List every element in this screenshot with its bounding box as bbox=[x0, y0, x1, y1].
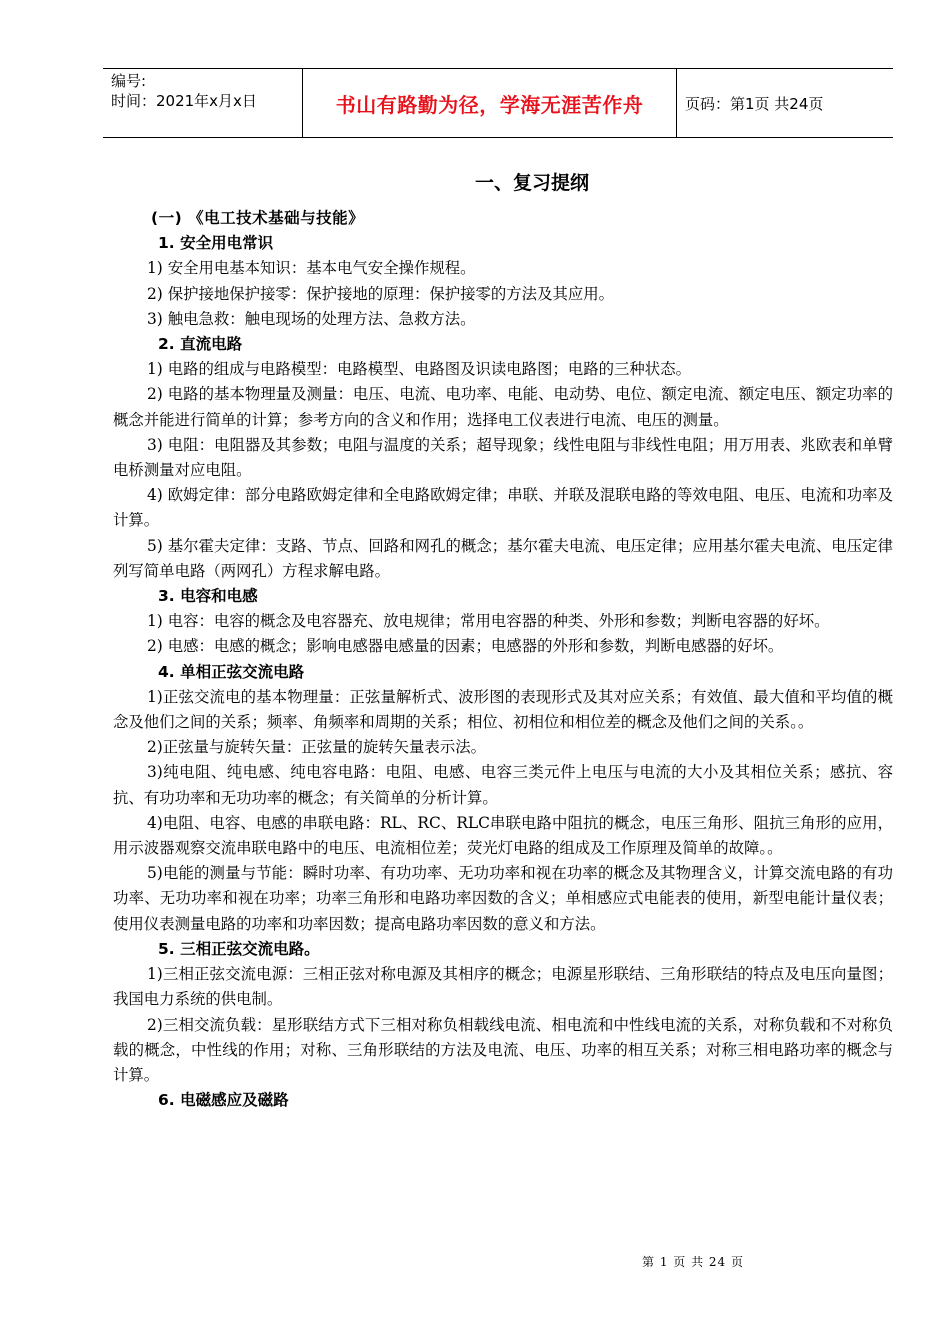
paragraph: 1) 安全用电基本知识：基本电气安全操作规程。 bbox=[147, 259, 476, 278]
paragraph: 2) 电路的基本物理量及测量：电压、电流、电功率、电能、电动势、电位、额定电流、额定电压、额定功率的概念并能进行简单的计算；参考方向的含义和作用；选择电工仪表进行电流、电压的测量。 bbox=[113, 385, 893, 429]
subsection-heading: 4. 单相正弦交流电路 bbox=[158, 662, 305, 681]
subsection-heading: 2. 直流电路 bbox=[158, 335, 243, 354]
page-footer: 第 1 页 共 24 页 bbox=[642, 1255, 744, 1269]
subsection-heading: 6. 电磁感应及磁路 bbox=[158, 1091, 289, 1110]
header-page-info: 页码：第1页 共24页 bbox=[685, 94, 824, 113]
paragraph: 3)纯电阻、纯电感、纯电容电路：电阻、电感、电容三类元件上电压与电流的大小及其相位关系；感抗、容抗、有功功率和无功功率的概念；有关简单的分析计算。 bbox=[113, 763, 893, 807]
number-label: 编号: bbox=[111, 72, 147, 90]
paragraph: 3) 电阻：电阻器及其参数；电阻与温度的关系；超导现象；线性电阻与非线性电阻；用万用表、兆欧表和单臂电桥测量对应电阻。 bbox=[113, 435, 893, 480]
paragraph: 2) 电感：电感的概念；影响电感器电感量的因素；电感器的外形和参数，判断电感器的好坏。 bbox=[147, 637, 784, 656]
paragraph: 1) 电容：电容的概念及电容器充、放电规律；常用电容器的种类、外形和参数；判断电容器的好坏。 bbox=[147, 612, 830, 631]
subsection-heading: 1. 安全用电常识 bbox=[158, 234, 274, 253]
paragraph: 2)正弦量与旋转矢量：正弦量的旋转矢量表示法。 bbox=[147, 738, 486, 757]
subsection-heading: 5. 三相正弦交流电路。 bbox=[158, 939, 320, 958]
paragraph: 1) 电路的组成与电路模型：电路模型、电路图及识读电路图；电路的三种状态。 bbox=[147, 360, 691, 379]
document-title: 一、复习提纲 bbox=[474, 172, 589, 194]
paragraph: 4)电阻、电容、电感的串联电路：RL、RC、RLC串联电路中阻抗的概念，电压三角形、阻抗三角形的应用，用示波器观察交流串联电路中的电压、电流相位差；荧光灯电路的组成及工作原理及简单的故障。。 bbox=[113, 813, 893, 858]
paragraph: 5) 基尔霍夫定律：支路、节点、回路和网孔的概念；基尔霍夫电流、电压定律；应用基尔霍夫电流、电压定律列写简单电路（两网孔）方程求解电路。 bbox=[113, 536, 893, 580]
paragraph: 1)正弦交流电的基本物理量：正弦量解析式、波形图的表现形式及其对应关系；有效值、最大值和平均值的概念及他们之间的关系；频率、角频率和周期的关系；相位、初相位和相位差的概念及他们之间的关系。。 bbox=[113, 687, 893, 732]
document-body bbox=[113, 206, 893, 1113]
paragraph: 4) 欧姆定律：部分电路欧姆定律和全电路欧姆定律；串联、并联及混联电路的等效电阻、电压、电流和功率及计算。 bbox=[113, 486, 893, 530]
header-motto: 书山有路勤为径，学海无涯苦作舟 bbox=[303, 69, 677, 137]
subsection-heading: 3. 电容和电感 bbox=[158, 587, 258, 606]
paragraph: 3) 触电急救：触电现场的处理方法、急救方法。 bbox=[147, 309, 476, 328]
paragraph: 2) 保护接地保护接零：保护接地的原理：保护接零的方法及其应用。 bbox=[147, 284, 615, 303]
page-header bbox=[103, 68, 893, 138]
time-label: 时间：2021年x月x日 bbox=[111, 92, 257, 110]
header-meta bbox=[103, 69, 303, 137]
paragraph: 1)三相正弦交流电源：三相正弦对称电源及其相序的概念；电源星形联结、三角形联结的特点及电压向量图；我国电力系统的供电制。 bbox=[113, 965, 893, 1009]
paragraph: 2)三相交流负载：星形联结方式下三相对称负相载线电流、相电流和中性线电流的关系，对称负载和不对称负载的概念，中性线的作用；对称、三角形联结的方法及电流、电压、功率的相互关系；对称三相电路功率的概念与计算。 bbox=[113, 1015, 893, 1084]
section-heading: (一) 《电工技术基础与技能》 bbox=[151, 209, 365, 227]
paragraph: 5)电能的测量与节能：瞬时功率、有功功率、无功功率和视在功率的概念及其物理含义，计算交流电路的有功功率、无功功率和视在功率；功率三角形和电路功率因数的含义；单相感应式电能表的使用，新型电能计量仪表；使用仪表测量电路的功率和功率因数；提高电路功率因数的意义和方法。 bbox=[113, 864, 893, 933]
